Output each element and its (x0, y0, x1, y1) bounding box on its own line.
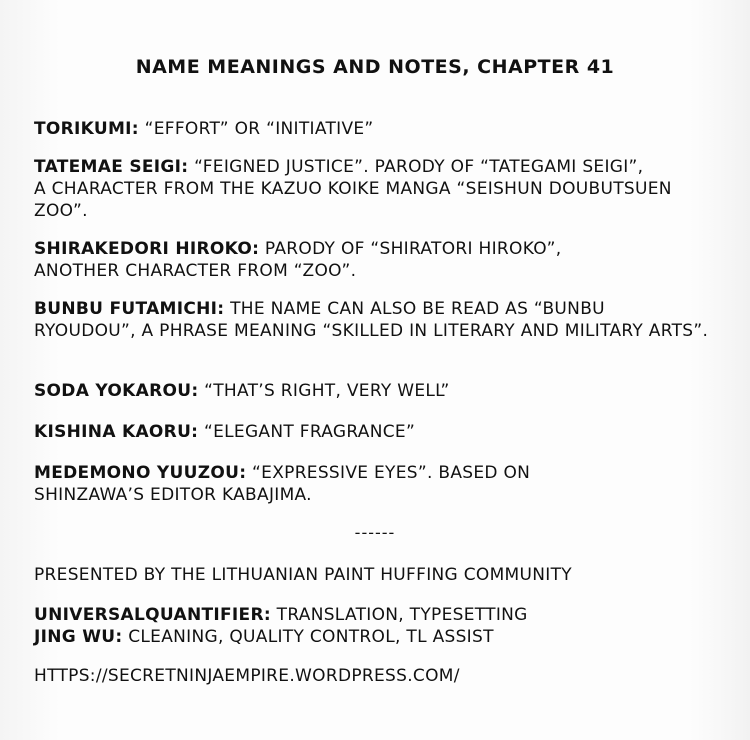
entry-label: KISHINA KAORU: (34, 422, 199, 442)
entry-text-continued: ANOTHER CHARACTER FROM “ZOO”. (34, 261, 357, 281)
entry-label: SHIRAKEDORI HIROKO: (34, 239, 260, 259)
entry-text-continued: A CHARACTER FROM THE KAZUO KOIKE MANGA “SEISHUN DOUBUTSUEN ZOO”. (34, 179, 672, 221)
note-entry-tatemae-seigi (34, 156, 724, 222)
credit-line-translator (34, 604, 724, 626)
credit-roles: TRANSLATION, TYPESETTING (276, 605, 528, 625)
note-entry-shirakedori-hiroko (34, 238, 724, 282)
entry-text: “THAT’S RIGHT, VERY WELL” (204, 381, 450, 401)
entry-label: MEDEMONO YUUZOU: (34, 463, 247, 483)
presented-by-line: PRESENTED BY THE LITHUANIAN PAINT HUFFING COMMUNITY (34, 565, 572, 585)
entry-text: THE NAME CAN ALSO BE READ AS “BUNBU (230, 299, 605, 319)
entry-label: SODA YOKAROU: (34, 381, 199, 401)
entry-text: PARODY OF “SHIRATORI HIROKO”, (264, 239, 562, 259)
credit-label: JING WU: (34, 627, 123, 647)
note-entry-soda-yokarou (34, 380, 724, 402)
entry-text: “FEIGNED JUSTICE”. PARODY OF “TATEGAMI SEIGI”, (194, 157, 644, 177)
entry-label: TATEMAE SEIGI: (34, 157, 189, 177)
website-url: HTTPS://SECRETNINJAEMPIRE.WORDPRESS.COM/ (34, 666, 460, 686)
entry-text-continued: SHINZAWA’S EDITOR KABAJIMA. (34, 485, 312, 505)
entry-label: TORIKUMI: (34, 119, 139, 139)
note-entry-medemono-yuuzou (34, 462, 724, 506)
credit-line-cleaner (34, 626, 724, 648)
entry-text-continued: RYOUDOU”, A PHRASE MEANING “SKILLED IN LITERARY AND MILITARY ARTS”. (34, 321, 709, 341)
credit-label: UNIVERSALQUANTIFIER: (34, 605, 271, 625)
credits-list (34, 604, 724, 648)
note-entry-kishina-kaoru (34, 421, 724, 443)
note-entry-torikumi (34, 118, 724, 140)
page-title: NAME MEANINGS AND NOTES, CHAPTER 41 (135, 56, 615, 78)
entry-text: “EFFORT” OR “INITIATIVE” (144, 119, 374, 139)
entry-text: “ELEGANT FRAGRANCE” (204, 422, 416, 442)
note-entry-bunbu-futamichi (34, 298, 724, 342)
separator: ------ (354, 523, 396, 542)
entry-label: BUNBU FUTAMICHI: (34, 299, 225, 319)
credit-roles: CLEANING, QUALITY CONTROL, TL ASSIST (128, 627, 494, 647)
entry-text: “EXPRESSIVE EYES”. BASED ON (252, 463, 531, 483)
